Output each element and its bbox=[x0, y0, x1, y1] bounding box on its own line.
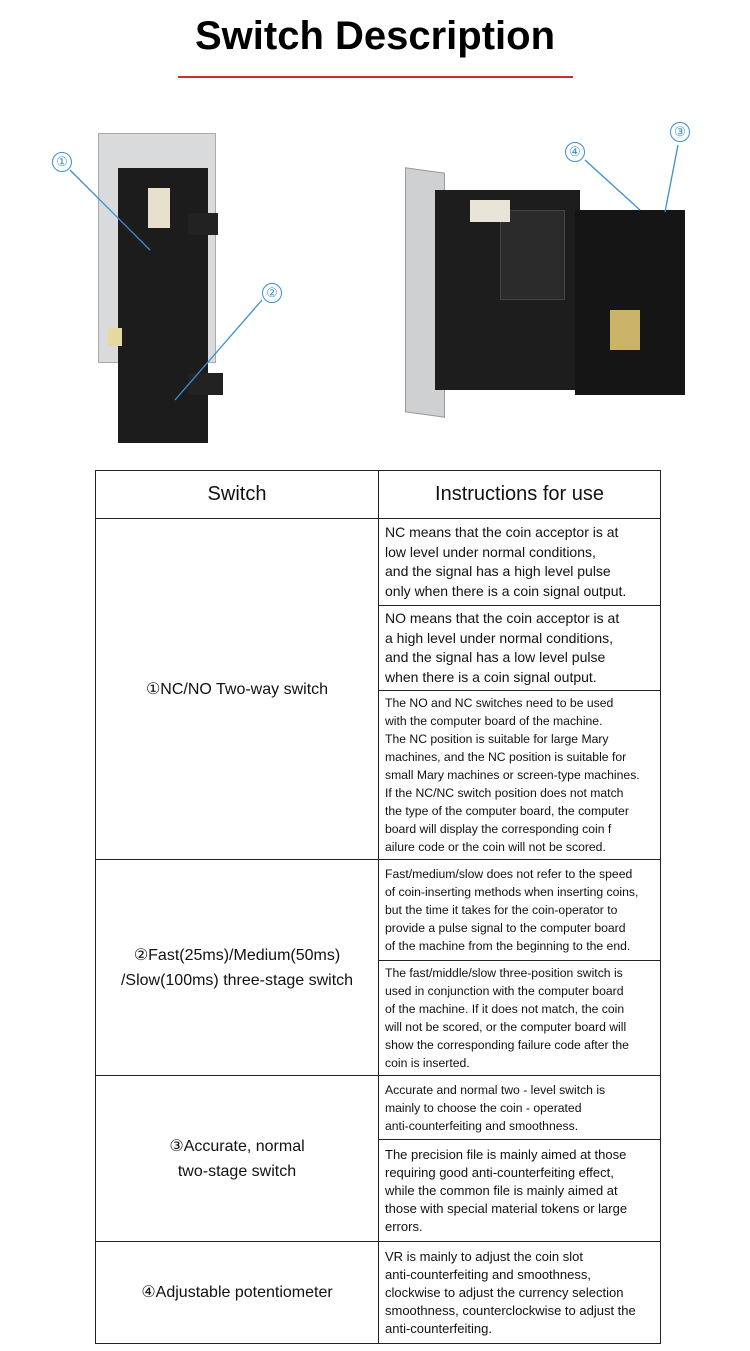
page-title: Switch Description bbox=[194, 14, 556, 58]
switch-name: ①NC/NO Two-way switch bbox=[96, 519, 379, 860]
header-instructions: Instructions for use bbox=[379, 471, 661, 519]
callout-3: ③ bbox=[670, 122, 690, 142]
table-row bbox=[96, 860, 661, 961]
table-header-row bbox=[96, 471, 661, 519]
instruction-cell: NC means that the coin acceptor is at low level under normal conditions, and the signal has a high level pulse only when there is a coin signal output. bbox=[379, 519, 661, 606]
table-row bbox=[96, 519, 661, 606]
instruction-cell: The fast/middle/slow three-position switch is used in conjunction with the computer board of the machine. If it does not match, the coin will not be scored, or the computer board will show the corresponding failure code after the coin is inserted. bbox=[379, 961, 661, 1076]
instruction-cell: Fast/medium/slow does not refer to the speed of coin-inserting methods when inserting coins, but the time it takes for the coin-operator to provide a pulse signal to the computer board of the machine from the beginning to the end. bbox=[379, 860, 661, 961]
table-row bbox=[96, 1242, 661, 1344]
switch-name: ②Fast(25ms)/Medium(50ms) /Slow(100ms) three-stage switch bbox=[96, 860, 379, 1076]
instruction-cell: VR is mainly to adjust the coin slot anti-counterfeiting and smoothness, clockwise to adjust the currency selection smoothness, counterclockwise to adjust the anti-counterfeiting. bbox=[379, 1242, 661, 1344]
instruction-cell: The NO and NC switches need to be used with the computer board of the machine. The NC position is suitable for large Mary machines, and the NC position is suitable for small Mary machines or screen-type machines. If the NC/NC switch position does not match the type of the computer board, the computer board will display the corresponding coin f ailure code or the coin will not be scored. bbox=[379, 691, 661, 860]
switch-table bbox=[95, 470, 661, 1344]
header-switch: Switch bbox=[96, 471, 379, 519]
table-row bbox=[96, 1076, 661, 1140]
switch-name: ③Accurate, normal two-stage switch bbox=[96, 1076, 379, 1242]
callout-1: ① bbox=[52, 152, 72, 172]
callout-4: ④ bbox=[565, 142, 585, 162]
instruction-cell: The precision file is mainly aimed at those requiring good anti-counterfeiting effect, while the common file is mainly aimed at those with special material tokens or large errors. bbox=[379, 1140, 661, 1242]
switch-name: ④Adjustable potentiometer bbox=[96, 1242, 379, 1344]
instruction-cell: NO means that the coin acceptor is at a high level under normal conditions, and the signal has a low level pulse when there is a coin signal output. bbox=[379, 606, 661, 691]
callout-2: ② bbox=[262, 283, 282, 303]
instruction-cell: Accurate and normal two - level switch is mainly to choose the coin - operated anti-counterfeiting and smoothness. bbox=[379, 1076, 661, 1140]
callout-lines bbox=[0, 0, 750, 460]
